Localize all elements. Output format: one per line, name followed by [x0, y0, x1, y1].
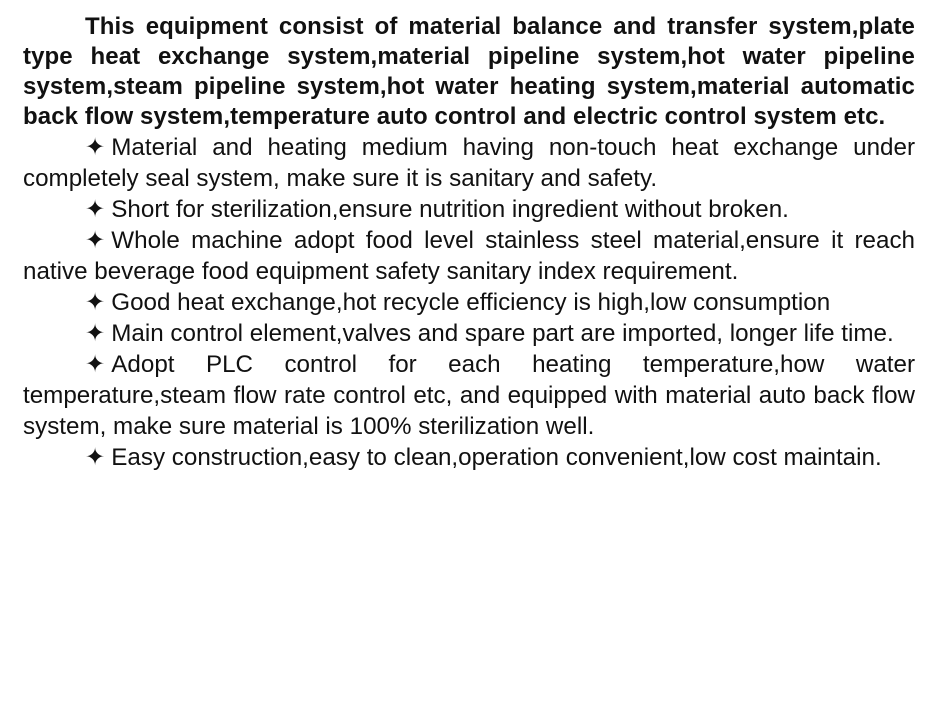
four-point-star-icon: ✦ — [85, 134, 106, 161]
feature-text: Whole machine adopt food level stainless steel material,ensure it reach native beverage food equipment safety sanitary index requirement. — [23, 227, 915, 285]
feature-text: Adopt PLC control for each heating temperature,how water temperature,steam flow rate control etc, and equipped with material auto back flow system, make sure material is 100% sterilization well. — [23, 351, 915, 440]
four-point-star-icon: ✦ — [85, 444, 106, 471]
four-point-star-icon: ✦ — [85, 227, 106, 254]
feature-text: Short for sterilization,ensure nutrition ingredient without broken. — [111, 196, 789, 223]
feature-item — [23, 194, 915, 225]
feature-item — [23, 287, 915, 318]
feature-text: Main control element,valves and spare part are imported, longer life time. — [111, 320, 894, 347]
four-point-star-icon: ✦ — [85, 289, 106, 316]
feature-text: Easy construction,easy to clean,operation convenient,low cost maintain. — [111, 444, 882, 471]
feature-item — [23, 442, 915, 473]
four-point-star-icon: ✦ — [85, 320, 106, 347]
four-point-star-icon: ✦ — [85, 351, 106, 378]
feature-item — [23, 318, 915, 349]
feature-item — [23, 225, 915, 287]
feature-item — [23, 132, 915, 194]
feature-text: Good heat exchange,hot recycle efficiency is high,low consumption — [111, 289, 831, 316]
intro-paragraph: This equipment consist of material balance and transfer system,plate type heat exchange system,material pipeline system,hot water pipeline system,steam pipeline system,hot water heating system,material automatic back flow system,temperature auto control and electric control system etc. — [23, 13, 915, 130]
four-point-star-icon: ✦ — [85, 196, 106, 223]
feature-text: Material and heating medium having non-touch heat exchange under completely seal system, make sure it is sanitary and safety. — [23, 134, 915, 192]
equipment-description — [23, 12, 915, 473]
feature-item — [23, 349, 915, 442]
